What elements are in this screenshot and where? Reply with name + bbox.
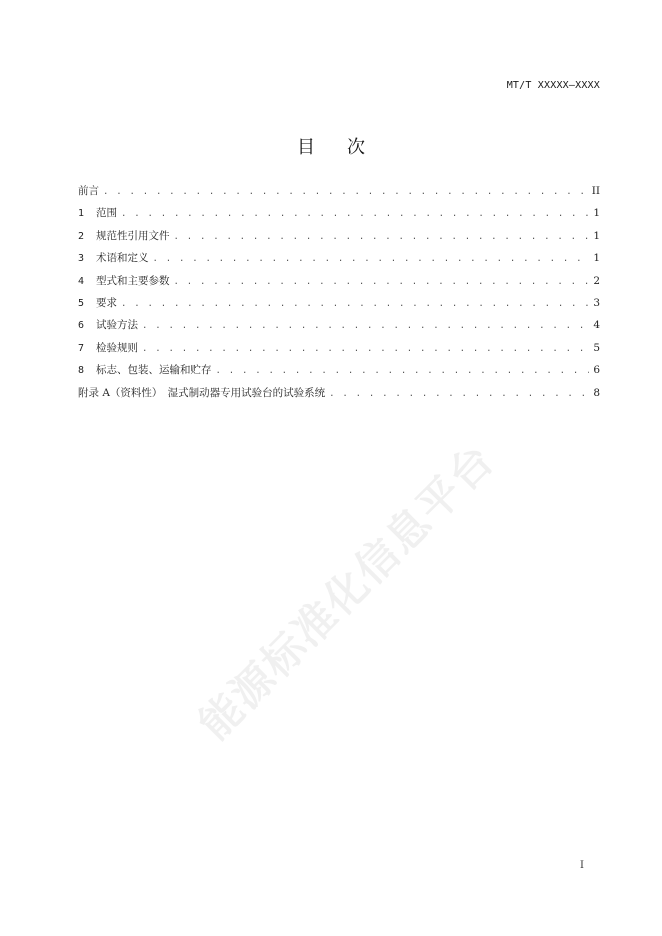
watermark: 能源标准化信息平台: [189, 434, 505, 750]
toc-item-test-methods[interactable]: [78, 314, 600, 336]
toc-item-page: 8: [593, 386, 600, 399]
toc-list: [78, 180, 600, 404]
toc-item-number: 2: [78, 230, 85, 242]
toc-item-number: 6: [78, 320, 85, 332]
toc-dot-leader: [121, 203, 589, 225]
toc-item-label: 要求: [96, 296, 117, 309]
toc-dot-leader: [103, 181, 588, 203]
toc-dot-leader: [142, 315, 589, 337]
toc-item-number: 8: [78, 365, 85, 377]
toc-dot-leader: [153, 248, 590, 270]
toc-item-scope[interactable]: [78, 202, 600, 224]
toc-item-page: 1: [593, 207, 600, 220]
toc-item-page: 2: [593, 274, 600, 287]
toc-dot-leader: [142, 338, 589, 360]
toc-item-number: 7: [78, 342, 85, 354]
toc-item-number: 5: [78, 297, 85, 309]
toc-item-page: 1: [593, 229, 600, 242]
toc-item-foreword[interactable]: [78, 180, 600, 202]
toc-item-annex-a[interactable]: [78, 382, 600, 404]
page-number: I: [580, 860, 584, 871]
toc-item-inspection-rules[interactable]: [78, 337, 600, 359]
toc-item-label: 试验方法: [96, 319, 138, 332]
toc-item-label: 型式和主要参数: [96, 274, 170, 287]
toc-item-normative-references[interactable]: [78, 225, 600, 247]
toc-item-page: 6: [593, 364, 600, 377]
toc-dot-leader: [174, 271, 590, 293]
toc-item-label: 检验规则: [96, 341, 138, 354]
document-code: MT/T XXXXX—XXXX: [506, 80, 600, 91]
toc-dot-leader: [121, 293, 589, 315]
toc-title-char-1: 目: [297, 137, 315, 158]
toc-item-types-parameters[interactable]: [78, 270, 600, 292]
toc-item-label: 标志、包装、运输和贮存: [96, 364, 212, 377]
toc-item-page: 3: [593, 296, 600, 309]
toc-item-number: 1: [78, 208, 85, 220]
toc-item-number: 4: [78, 275, 85, 287]
toc-title-char-2: 次: [347, 137, 365, 158]
toc-item-page: 5: [593, 341, 600, 354]
toc-item-label: 规范性引用文件: [96, 229, 170, 242]
toc-item-terms-definitions[interactable]: [78, 247, 600, 269]
toc-item-page: 1: [593, 252, 600, 265]
toc-dot-leader: [174, 226, 590, 248]
toc-title: [0, 133, 662, 159]
toc-item-requirements[interactable]: [78, 292, 600, 314]
toc-item-label: 范围: [96, 207, 117, 220]
toc-dot-leader: [329, 383, 589, 405]
toc-dot-leader: [216, 360, 590, 382]
toc-item-label: 附录 A（资料性） 湿式制动器专用试验台的试验系统: [78, 386, 326, 399]
toc-item-marking-packaging[interactable]: [78, 359, 600, 381]
toc-item-page: II: [591, 185, 600, 197]
toc-item-label: 前言: [78, 185, 99, 197]
toc-item-label: 术语和定义: [96, 252, 149, 265]
toc-item-page: 4: [593, 319, 600, 332]
toc-item-number: 3: [78, 253, 85, 265]
